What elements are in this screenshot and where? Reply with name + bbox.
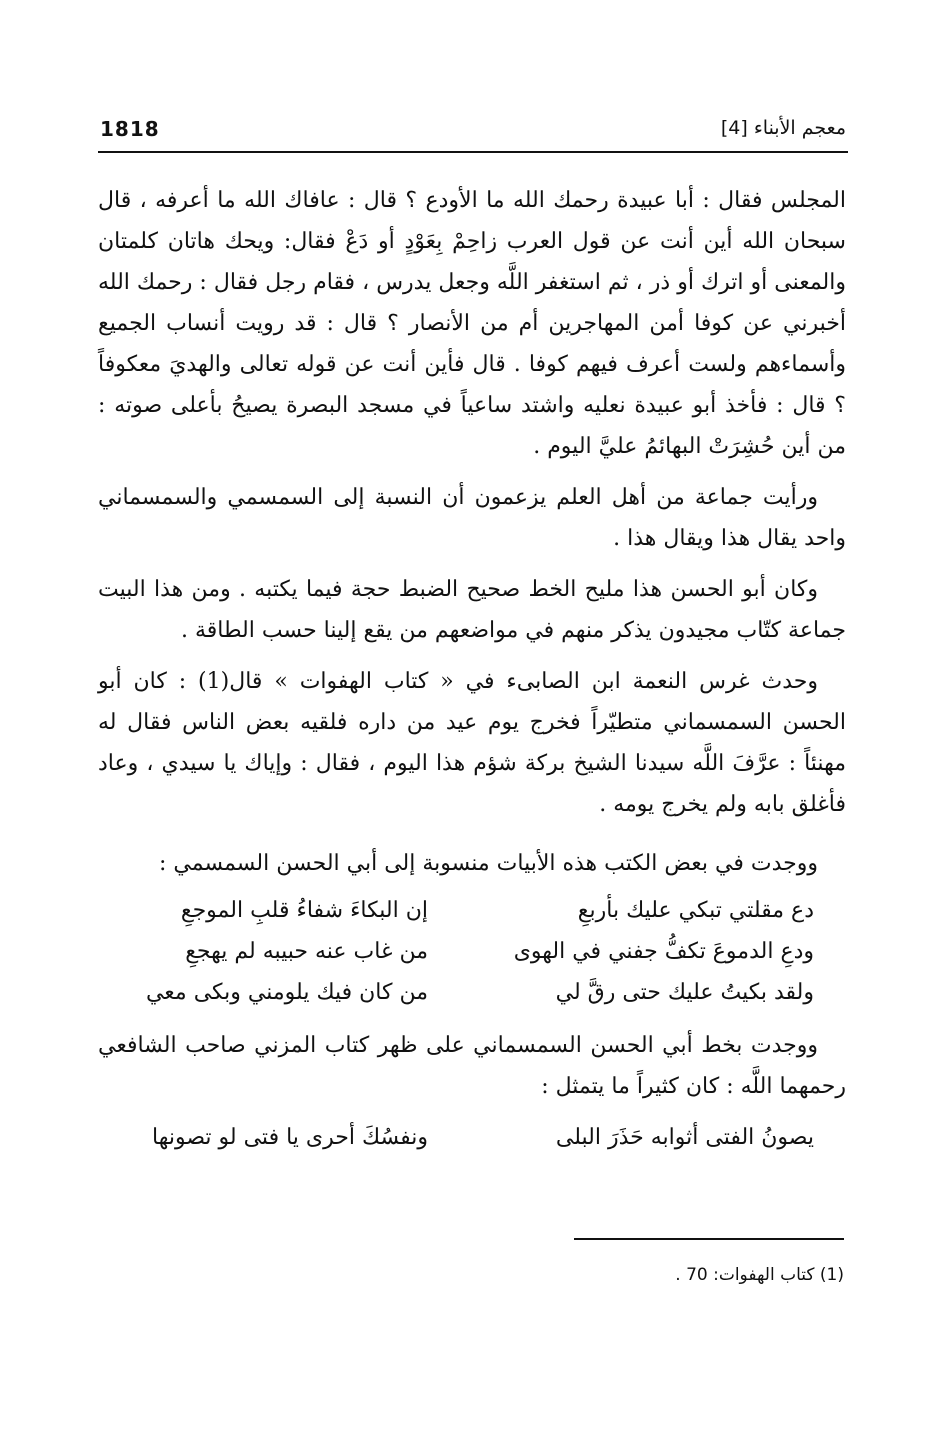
header-rule (98, 151, 848, 153)
verse-intro-2: ووجدت بخط أبي الحسن السمسماني على ظهر كتاب المزني صاحب الشافعي رحمهما اللَّه : كان كثيراً ما يتمثل : (98, 1033, 846, 1099)
verse-first-hemistich: ولقد بكيتُ عليك حتى رقَّ لي (555, 980, 814, 1005)
verse-first-hemistich: ودعِ الدموعَ تكفُّ جفني في الهوى (513, 939, 814, 964)
verse-first-hemistich: دع مقلتي تبكي عليك بأربعِ (577, 898, 814, 923)
verse-second-hemistich: من غاب عنه حبيبه لم يهجعِ (185, 939, 428, 964)
page-number: 1818 (100, 117, 160, 141)
verse-line (98, 972, 846, 1013)
paragraph-4: وحدث غرس النعمة ابن الصابىء في « كتاب الهفوات » قال(1) : كان أبو الحسن السمسماني متطيّراً فخرج يوم عيد من داره فلقيه بعض الناس فقال له مهنئاً : عرَّفَ اللَّه سيدنا الشيخ بركة شؤم هذا اليوم ، فقال : وإياك يا سيدي ، وعاد فأغلق بابه ولم يخرج يومه . (98, 669, 846, 817)
paragraph-2: ورأيت جماعة من أهل العلم يزعمون أن النسبة إلى السمسمي والسمسماني واحد يقال هذا ويقال هذا . (98, 485, 846, 551)
paragraph-1: المجلس فقال : أبا عبيدة رحمك الله ما الأودع ؟ قال : عافاك الله ما أعرفه ، قال سبحان الله أين أنت عن قول العرب زاحِمْ بِعَوْدٍ أو دَعْ فقال: ويحك هاتان كلمتان والمعنى أو اترك أو ذر ، ثم استغفر اللَّه وجعل يدرس ، فقام رجل فقال : رحمك الله أخبرني عن كوفا أمن المهاجرين أم من الأنصار ؟ قال : قد رويت أنساب الجميع وأسماءهم ولست أعرف فيهم كوفا . قال فأين أنت عن قوله تعالى والهديَ معكوفاً ؟ قال : فأخذ أبو عبيدة نعليه واشتد ساعياً في مسجد البصرة يصيحُ بأعلى صوته : من أين حُشِرَتْ البهائمُ عليَّ اليوم . (98, 188, 846, 459)
verse-second-hemistich: ونفسُكَ أحرى يا فتى لو تصونها (152, 1125, 428, 1150)
paragraph-3: وكان أبو الحسن هذا مليح الخط صحيح الضبط حجة فيما يكتبه . ومن هذا البيت جماعة كتّاب مجيدون يذكر منهم في مواضعهم من يقع إلينا حسب الطاقة . (98, 577, 846, 643)
verse-line (98, 931, 846, 972)
running-title: معجم الأبناء [4] (720, 117, 846, 139)
verse-first-hemistich: يصونُ الفتى أثوابه حَذَرَ البلى (555, 1125, 814, 1150)
verse-line (98, 890, 846, 931)
page-body (98, 180, 846, 1158)
verse-line (98, 1117, 846, 1158)
footnote-rule (574, 1238, 844, 1240)
verse-intro-1: ووجدت في بعض الكتب هذه الأبيات منسوبة إلى أبي الحسن السمسمي : (159, 851, 818, 876)
verse-second-hemistich: من كان فيك يلومني وبكى معي (145, 980, 428, 1005)
footnote: (1) كتاب الهفوات: 70 . (675, 1265, 844, 1285)
verse-second-hemistich: إن البكاءَ شفاءُ قلبِ الموجعِ (180, 898, 428, 923)
